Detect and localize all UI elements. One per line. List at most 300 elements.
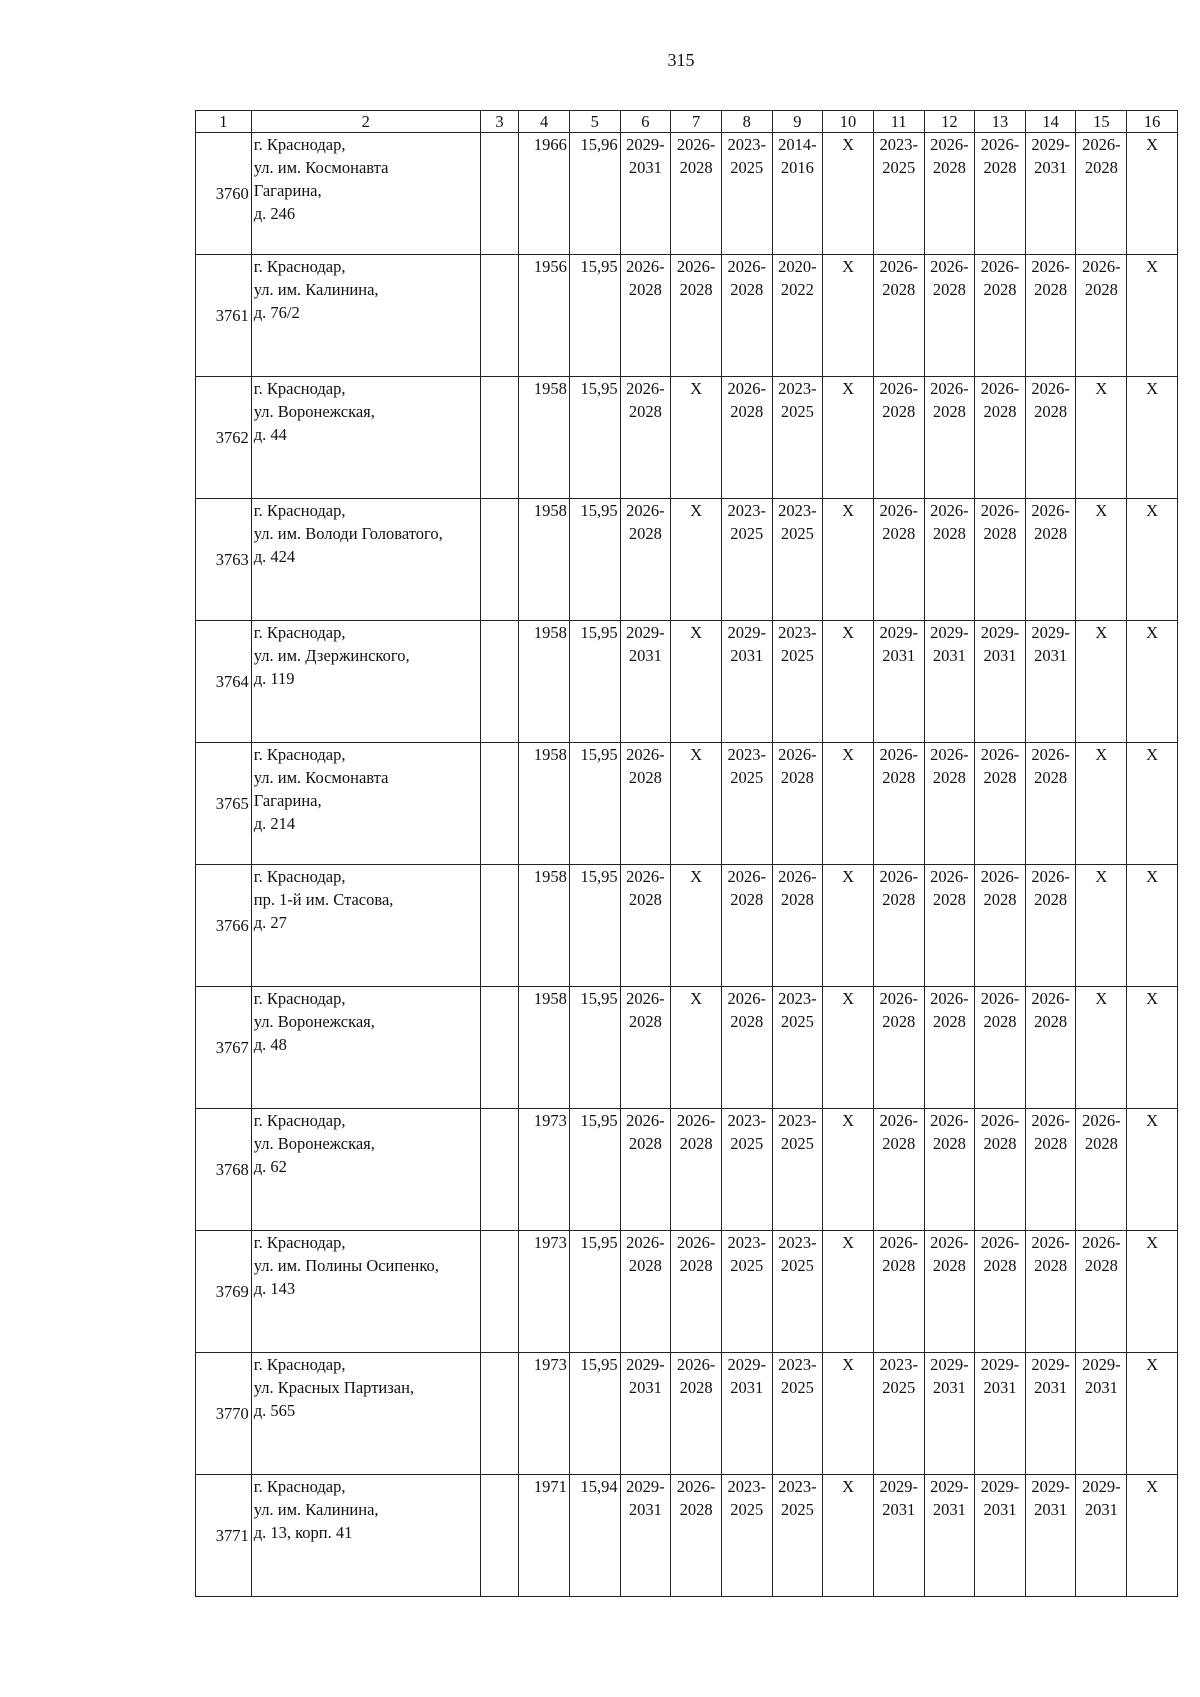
address-line: г. Краснодар, bbox=[253, 379, 346, 398]
period-value: 2028 bbox=[932, 1256, 966, 1275]
period-value: 2031 bbox=[882, 646, 916, 665]
address-line: ул. Воронежская, bbox=[253, 1012, 375, 1031]
address-cell bbox=[251, 1475, 480, 1597]
period-cell-c14 bbox=[1025, 499, 1076, 621]
period-value: 2026- bbox=[980, 501, 1020, 520]
period-cell-c6 bbox=[620, 1353, 671, 1475]
period-cell-c15 bbox=[1076, 1231, 1127, 1353]
rate-cell: 15,95 bbox=[569, 499, 620, 621]
period-value: 2028 bbox=[730, 280, 764, 299]
period-value: 2025 bbox=[882, 158, 916, 177]
table-row bbox=[196, 987, 1178, 1109]
period-value: 2031 bbox=[983, 1378, 1017, 1397]
rate-cell: 15,95 bbox=[569, 987, 620, 1109]
period-value: 2028 bbox=[882, 402, 916, 421]
period-cell-c7 bbox=[671, 1231, 722, 1353]
period-value: 2026- bbox=[930, 745, 969, 764]
period-cell-c16 bbox=[1127, 1231, 1178, 1353]
period-value: X bbox=[690, 501, 703, 520]
table-row bbox=[196, 133, 1178, 255]
period-cell-c12 bbox=[924, 743, 975, 865]
address-line: д. 76/2 bbox=[253, 303, 300, 322]
period-value: 2026- bbox=[676, 257, 716, 276]
period-value: 2023- bbox=[879, 135, 918, 154]
address-line: д. 62 bbox=[253, 1157, 287, 1176]
period-value: 2026- bbox=[930, 867, 969, 886]
period-cell-c15 bbox=[1076, 987, 1127, 1109]
address-line: д. 48 bbox=[253, 1035, 287, 1054]
period-cell-c11 bbox=[873, 743, 924, 865]
period-value: 2028 bbox=[780, 768, 814, 787]
address-line: ул. им. Дзержинского, bbox=[253, 646, 410, 665]
period-value: 2025 bbox=[730, 524, 764, 543]
period-cell-c14 bbox=[1025, 1109, 1076, 1231]
period-value: 2028 bbox=[882, 280, 916, 299]
period-value: 2026- bbox=[626, 745, 665, 764]
period-value: 2026- bbox=[1031, 257, 1070, 276]
period-value: 2028 bbox=[1084, 158, 1118, 177]
period-value: 2028 bbox=[1084, 1134, 1118, 1153]
period-cell-c15 bbox=[1076, 255, 1127, 377]
period-value: 2023- bbox=[727, 135, 766, 154]
period-value: 2026- bbox=[1082, 1233, 1121, 1252]
period-value: 2031 bbox=[1034, 646, 1068, 665]
col3-cell bbox=[480, 377, 519, 499]
address-cell bbox=[251, 255, 480, 377]
period-cell-c9 bbox=[772, 987, 823, 1109]
period-cell-c16 bbox=[1127, 987, 1178, 1109]
period-value: 2029- bbox=[1031, 135, 1070, 154]
period-value: 2028 bbox=[882, 524, 916, 543]
period-value: 2029- bbox=[879, 623, 918, 642]
period-cell-c13 bbox=[975, 255, 1026, 377]
period-value: 2026- bbox=[626, 989, 665, 1008]
table-row bbox=[196, 743, 1178, 865]
period-value: 2028 bbox=[628, 1012, 662, 1031]
period-cell-c10 bbox=[823, 255, 874, 377]
column-header: 1 bbox=[196, 111, 252, 133]
period-value: 2029- bbox=[930, 1477, 969, 1496]
column-header: 15 bbox=[1076, 111, 1127, 133]
period-cell-c11 bbox=[873, 377, 924, 499]
period-cell-c7 bbox=[671, 133, 722, 255]
address-cell bbox=[251, 865, 480, 987]
address-line: д. 119 bbox=[253, 669, 295, 688]
period-cell-c6 bbox=[620, 255, 671, 377]
period-value: 2026- bbox=[1031, 989, 1070, 1008]
period-value: 2026- bbox=[930, 135, 969, 154]
period-cell-c15 bbox=[1076, 743, 1127, 865]
table-row bbox=[196, 621, 1178, 743]
period-cell-c15 bbox=[1076, 133, 1127, 255]
period-cell-c15 bbox=[1076, 377, 1127, 499]
period-value: 2026- bbox=[1031, 1111, 1070, 1130]
period-cell-c13 bbox=[975, 621, 1026, 743]
period-value: 2031 bbox=[1034, 1378, 1068, 1397]
period-value: 2025 bbox=[780, 1378, 814, 1397]
period-value: 2028 bbox=[983, 1134, 1017, 1153]
period-cell-c10 bbox=[823, 133, 874, 255]
period-value: 2031 bbox=[932, 1500, 966, 1519]
period-cell-c14 bbox=[1025, 1475, 1076, 1597]
period-cell-c6 bbox=[620, 133, 671, 255]
period-value: X bbox=[690, 867, 703, 886]
period-cell-c13 bbox=[975, 865, 1026, 987]
period-value: 2029- bbox=[1082, 1477, 1121, 1496]
period-value: 2029- bbox=[980, 1477, 1020, 1496]
period-cell-c6 bbox=[620, 1475, 671, 1597]
period-cell-c8 bbox=[721, 987, 772, 1109]
period-value: 2029- bbox=[1031, 1477, 1070, 1496]
period-value: 2023- bbox=[778, 989, 817, 1008]
row-number: 3768 bbox=[196, 1109, 252, 1231]
period-value: 2028 bbox=[679, 280, 713, 299]
address-line: ул. Воронежская, bbox=[253, 402, 375, 421]
period-cell-c9 bbox=[772, 743, 823, 865]
period-cell-c15 bbox=[1076, 621, 1127, 743]
period-cell-c6 bbox=[620, 865, 671, 987]
period-cell-c12 bbox=[924, 1353, 975, 1475]
period-value: 2028 bbox=[983, 890, 1017, 909]
period-cell-c16 bbox=[1127, 1475, 1178, 1597]
period-value: 2016 bbox=[780, 158, 814, 177]
period-cell-c12 bbox=[924, 499, 975, 621]
period-value: 2031 bbox=[628, 158, 662, 177]
col3-cell bbox=[480, 1353, 519, 1475]
period-value: X bbox=[1146, 501, 1159, 520]
year-cell: 1958 bbox=[519, 499, 570, 621]
period-cell-c14 bbox=[1025, 377, 1076, 499]
address-cell bbox=[251, 1231, 480, 1353]
col3-cell bbox=[480, 499, 519, 621]
period-cell-c10 bbox=[823, 1109, 874, 1231]
period-value: X bbox=[1095, 379, 1108, 398]
period-value: 2029- bbox=[980, 623, 1020, 642]
table-row bbox=[196, 1475, 1178, 1597]
period-value: 2025 bbox=[730, 1500, 764, 1519]
period-cell-c13 bbox=[975, 743, 1026, 865]
address-line: ул. Красных Партизан, bbox=[253, 1378, 415, 1397]
address-line: г. Краснодар, bbox=[253, 501, 346, 520]
period-value: 2028 bbox=[882, 890, 916, 909]
period-cell-c11 bbox=[873, 1475, 924, 1597]
table-row bbox=[196, 1109, 1178, 1231]
period-value: 2026- bbox=[1031, 379, 1070, 398]
period-cell-c16 bbox=[1127, 1109, 1178, 1231]
period-value: 2026- bbox=[727, 989, 766, 1008]
rate-cell: 15,95 bbox=[569, 1109, 620, 1231]
period-cell-c9 bbox=[772, 499, 823, 621]
period-cell-c11 bbox=[873, 987, 924, 1109]
column-header: 9 bbox=[772, 111, 823, 133]
period-cell-c8 bbox=[721, 1231, 772, 1353]
period-value: X bbox=[690, 623, 703, 642]
period-cell-c7 bbox=[671, 1109, 722, 1231]
rate-cell: 15,95 bbox=[569, 743, 620, 865]
period-cell-c11 bbox=[873, 133, 924, 255]
period-cell-c9 bbox=[772, 255, 823, 377]
period-cell-c10 bbox=[823, 1475, 874, 1597]
address-line: г. Краснодар, bbox=[253, 1355, 346, 1374]
period-cell-c10 bbox=[823, 987, 874, 1109]
address-line: д. 565 bbox=[253, 1401, 296, 1420]
period-value: 2022 bbox=[780, 280, 814, 299]
year-cell: 1958 bbox=[519, 865, 570, 987]
period-value: 2031 bbox=[1084, 1378, 1118, 1397]
address-line: г. Краснодар, bbox=[253, 135, 346, 154]
period-cell-c7 bbox=[671, 499, 722, 621]
period-cell-c8 bbox=[721, 255, 772, 377]
period-value: 2029- bbox=[626, 1477, 665, 1496]
period-value: 2023- bbox=[727, 1477, 766, 1496]
period-cell-c14 bbox=[1025, 255, 1076, 377]
period-value: 2029- bbox=[727, 623, 766, 642]
address-line: ул. им. Калинина, bbox=[253, 1500, 379, 1519]
period-value: 2026- bbox=[626, 501, 665, 520]
period-value: 2029- bbox=[930, 1355, 969, 1374]
period-cell-c6 bbox=[620, 621, 671, 743]
period-value: X bbox=[1095, 989, 1108, 1008]
period-value: 2028 bbox=[679, 158, 713, 177]
period-value: 2028 bbox=[882, 1134, 916, 1153]
period-value: 2025 bbox=[780, 1012, 814, 1031]
period-cell-c16 bbox=[1127, 377, 1178, 499]
row-number: 3763 bbox=[196, 499, 252, 621]
period-value: 2026- bbox=[778, 745, 817, 764]
period-cell-c13 bbox=[975, 133, 1026, 255]
period-cell-c12 bbox=[924, 621, 975, 743]
column-header: 12 bbox=[924, 111, 975, 133]
period-value: 2028 bbox=[679, 1500, 713, 1519]
column-header: 3 bbox=[480, 111, 519, 133]
column-number-row bbox=[196, 111, 1178, 133]
period-value: 2028 bbox=[730, 402, 764, 421]
row-number: 3771 bbox=[196, 1475, 252, 1597]
table-row bbox=[196, 499, 1178, 621]
address-cell bbox=[251, 621, 480, 743]
period-value: 2026- bbox=[626, 257, 665, 276]
period-cell-c12 bbox=[924, 987, 975, 1109]
period-cell-c6 bbox=[620, 1231, 671, 1353]
period-value: 2028 bbox=[932, 280, 966, 299]
period-cell-c11 bbox=[873, 1109, 924, 1231]
period-value: 2028 bbox=[882, 1256, 916, 1275]
address-line: г. Краснодар, bbox=[253, 989, 346, 1008]
period-value: 2028 bbox=[983, 402, 1017, 421]
period-cell-c8 bbox=[721, 743, 772, 865]
row-number: 3769 bbox=[196, 1231, 252, 1353]
period-value: 2023- bbox=[778, 1477, 817, 1496]
period-cell-c10 bbox=[823, 499, 874, 621]
period-value: 2029- bbox=[930, 623, 969, 642]
address-line: д. 246 bbox=[253, 204, 296, 223]
period-value: 2029- bbox=[1082, 1355, 1121, 1374]
period-cell-c15 bbox=[1076, 1109, 1127, 1231]
period-value: 2026- bbox=[930, 257, 969, 276]
col3-cell bbox=[480, 1231, 519, 1353]
period-value: 2029- bbox=[1031, 623, 1070, 642]
period-cell-c9 bbox=[772, 1353, 823, 1475]
period-cell-c10 bbox=[823, 377, 874, 499]
rate-cell: 15,95 bbox=[569, 1353, 620, 1475]
period-value: 2026- bbox=[879, 745, 918, 764]
row-number: 3767 bbox=[196, 987, 252, 1109]
period-cell-c10 bbox=[823, 1231, 874, 1353]
period-value: 2028 bbox=[679, 1256, 713, 1275]
period-cell-c15 bbox=[1076, 1475, 1127, 1597]
rate-cell: 15,96 bbox=[569, 133, 620, 255]
address-cell bbox=[251, 987, 480, 1109]
address-cell bbox=[251, 1109, 480, 1231]
address-line: д. 44 bbox=[253, 425, 287, 444]
period-cell-c7 bbox=[671, 743, 722, 865]
period-cell-c6 bbox=[620, 1109, 671, 1231]
table-row bbox=[196, 377, 1178, 499]
period-value: 2025 bbox=[730, 1256, 764, 1275]
period-value: 2026- bbox=[980, 745, 1020, 764]
period-value: 2026- bbox=[930, 989, 969, 1008]
period-value: X bbox=[1095, 623, 1108, 642]
period-value: 2023- bbox=[727, 501, 766, 520]
rate-cell: 15,95 bbox=[569, 1231, 620, 1353]
period-cell-c10 bbox=[823, 743, 874, 865]
row-number: 3766 bbox=[196, 865, 252, 987]
period-value: X bbox=[1146, 257, 1159, 276]
period-cell-c12 bbox=[924, 377, 975, 499]
address-line: Гагарина, bbox=[253, 181, 322, 200]
period-cell-c15 bbox=[1076, 865, 1127, 987]
col3-cell bbox=[480, 1475, 519, 1597]
period-cell-c12 bbox=[924, 1109, 975, 1231]
rate-cell: 15,94 bbox=[569, 1475, 620, 1597]
address-line: д. 214 bbox=[253, 814, 296, 833]
year-cell: 1956 bbox=[519, 255, 570, 377]
period-cell-c8 bbox=[721, 133, 772, 255]
period-value: 2028 bbox=[1084, 1256, 1118, 1275]
period-value: 2023- bbox=[778, 379, 817, 398]
row-number: 3762 bbox=[196, 377, 252, 499]
period-cell-c7 bbox=[671, 255, 722, 377]
period-value: X bbox=[842, 989, 854, 1008]
period-cell-c9 bbox=[772, 1109, 823, 1231]
period-value: 2031 bbox=[983, 1500, 1017, 1519]
period-value: 2025 bbox=[780, 1134, 814, 1153]
period-value: 2031 bbox=[628, 1378, 662, 1397]
period-cell-c6 bbox=[620, 499, 671, 621]
period-value: X bbox=[842, 1233, 854, 1252]
address-line: ул. Воронежская, bbox=[253, 1134, 375, 1153]
period-value: 2028 bbox=[1034, 524, 1068, 543]
period-value: 2028 bbox=[1034, 1256, 1068, 1275]
address-line: пр. 1-й им. Стасова, bbox=[253, 890, 394, 909]
year-cell: 1973 bbox=[519, 1353, 570, 1475]
period-value: 2025 bbox=[730, 158, 764, 177]
year-cell: 1966 bbox=[519, 133, 570, 255]
year-cell: 1958 bbox=[519, 987, 570, 1109]
period-cell-c16 bbox=[1127, 743, 1178, 865]
address-line: г. Краснодар, bbox=[253, 867, 346, 886]
period-cell-c10 bbox=[823, 865, 874, 987]
address-line: ул. им. Полины Осипенко, bbox=[253, 1256, 439, 1275]
period-cell-c12 bbox=[924, 1475, 975, 1597]
period-value: 2023- bbox=[778, 1233, 817, 1252]
period-cell-c12 bbox=[924, 255, 975, 377]
period-value: 2028 bbox=[1034, 280, 1068, 299]
row-number: 3765 bbox=[196, 743, 252, 865]
period-value: X bbox=[1146, 745, 1159, 764]
period-value: 2031 bbox=[983, 646, 1017, 665]
period-cell-c14 bbox=[1025, 865, 1076, 987]
period-value: 2028 bbox=[628, 1256, 662, 1275]
period-value: 2028 bbox=[780, 890, 814, 909]
period-cell-c11 bbox=[873, 1231, 924, 1353]
period-value: 2028 bbox=[679, 1134, 713, 1153]
period-cell-c9 bbox=[772, 621, 823, 743]
period-value: 2029- bbox=[727, 1355, 766, 1374]
period-value: 2028 bbox=[628, 524, 662, 543]
period-value: 2028 bbox=[882, 1012, 916, 1031]
period-cell-c7 bbox=[671, 987, 722, 1109]
period-value: X bbox=[1146, 623, 1159, 642]
column-header: 7 bbox=[671, 111, 722, 133]
address-line: ул. им. Володи Головатого, bbox=[253, 524, 443, 543]
period-cell-c9 bbox=[772, 1231, 823, 1353]
period-cell-c12 bbox=[924, 1231, 975, 1353]
period-value: 2031 bbox=[628, 1500, 662, 1519]
col3-cell bbox=[480, 865, 519, 987]
rate-cell: 15,95 bbox=[569, 255, 620, 377]
period-value: X bbox=[1146, 379, 1159, 398]
period-value: 2028 bbox=[679, 1378, 713, 1397]
period-value: X bbox=[842, 135, 854, 154]
period-value: 2029- bbox=[626, 623, 665, 642]
period-cell-c10 bbox=[823, 621, 874, 743]
period-value: 2026- bbox=[727, 257, 766, 276]
period-value: 2031 bbox=[730, 646, 764, 665]
period-value: 2025 bbox=[780, 402, 814, 421]
rate-cell: 15,95 bbox=[569, 377, 620, 499]
page-number: 315 bbox=[667, 50, 695, 70]
period-cell-c8 bbox=[721, 1109, 772, 1231]
period-value: 2026- bbox=[930, 379, 969, 398]
period-value: 2026- bbox=[676, 1477, 716, 1496]
period-value: X bbox=[1095, 501, 1108, 520]
address-line: г. Краснодар, bbox=[253, 1111, 346, 1130]
period-value: 2026- bbox=[980, 1233, 1020, 1252]
period-cell-c7 bbox=[671, 1353, 722, 1475]
period-value: 2026- bbox=[626, 1233, 665, 1252]
col3-cell bbox=[480, 255, 519, 377]
period-value: 2028 bbox=[730, 890, 764, 909]
period-cell-c14 bbox=[1025, 133, 1076, 255]
period-value: 2026- bbox=[980, 135, 1020, 154]
column-header: 6 bbox=[620, 111, 671, 133]
period-value: 2028 bbox=[983, 1012, 1017, 1031]
period-value: 2026- bbox=[727, 379, 766, 398]
period-value: X bbox=[842, 379, 854, 398]
period-value: 2031 bbox=[932, 646, 966, 665]
period-value: 2028 bbox=[932, 1134, 966, 1153]
period-value: 2031 bbox=[1084, 1500, 1118, 1519]
period-value: 2028 bbox=[628, 768, 662, 787]
period-value: X bbox=[690, 745, 703, 764]
period-value: 2026- bbox=[879, 501, 918, 520]
period-cell-c8 bbox=[721, 1475, 772, 1597]
period-cell-c8 bbox=[721, 621, 772, 743]
period-value: 2029- bbox=[879, 1477, 918, 1496]
row-number: 3770 bbox=[196, 1353, 252, 1475]
period-value: 2028 bbox=[882, 768, 916, 787]
